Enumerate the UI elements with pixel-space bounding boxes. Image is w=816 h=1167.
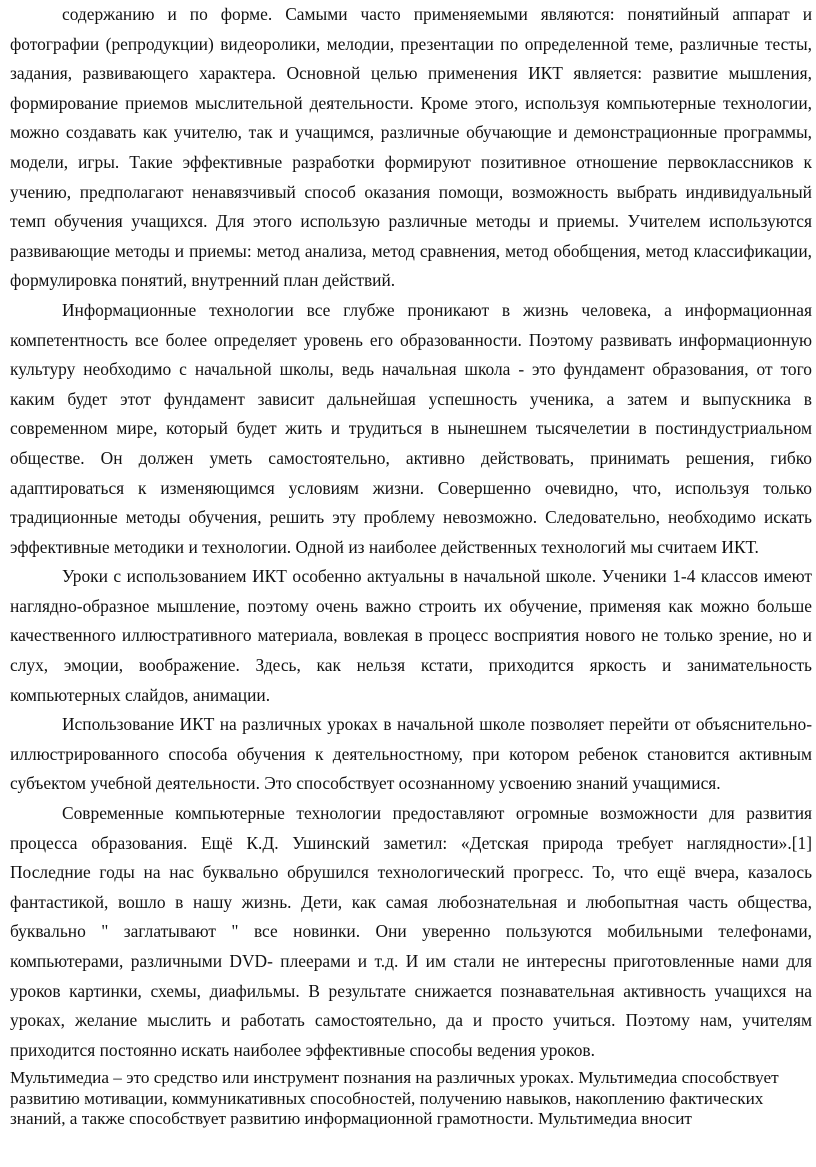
paragraph-5: Современные компьютерные технологии предоставляют огромные возможности для развития процесса образования. Ещё К.Д. Ушинский заметил: «Детская природа требует наглядности».[1] Последние годы на нас буквально обрушился технологический прогресс. То, что ещё вчера, казалось фантастикой, вошло в нашу жизнь. Дети, как самая любознательная и любопытная часть общества, буквально " заглатывают " все новинки. Они уверенно пользуются мобильными телефонами, компьютерами, различными DVD- плеерами и т.д. И им стали не интересны приготовленные нами для уроков картинки, схемы, диафильмы. В результате снижается познавательная активность учащихся на уроках, желание мыслить и работать самостоятельно, да и просто учиться. Поэтому нам, учителям приходится постоянно искать наиболее эффективные способы ведения уроков. bbox=[10, 803, 812, 1060]
paragraph-2: Информационные технологии все глубже проникают в жизнь человека, а информационная компетентность все более определяет уровень его образованности. Поэтому развивать информационную культуру необходимо с начальной школы, ведь начальная школа - это фундамент образования, от того каким будет этот фундамент зависит дальнейшая успешность ученика, а затем и выпускника в современном мире, который будет жить и трудиться в нынешнем тысячелетии в постиндустриальном обществе. Он должен уметь самостоятельно, активно действовать, принимать решения, гибко адаптироваться к изменяющимся условиям жизни. Совершенно очевидно, что, используя только традиционные методы обучения, решить эту проблему невозможно. Следовательно, необходимо искать эффективные методики и технологии. Одной из наиболее действенных технологий мы считаем ИКТ. bbox=[10, 299, 812, 557]
document-body bbox=[10, 0, 812, 1065]
paragraph-1: содержанию и по форме. Самыми часто применяемыми являются: понятийный аппарат и фотографии (репродукции) видеоролики, мелодии, презентации по определенной теме, различные тесты, задания, развивающего характера. Основной целью применения ИКТ является: развитие мышления, формирование приемов мыслительной деятельности. Кроме этого, используя компьютерные технологии, можно создавать как учителю, так и учащимся, различные обучающие и демонстрационные программы, модели, игры. Такие эффективные разработки формируют позитивное отношение первоклассников к учению, предполагают ненавязчивый способ оказания помощи, возможность выбрать индивидуальный темп обучения учащихся. Для этого использую различные методы и приемы. Учителем используются развивающие методы и приемы: метод анализа, метод сравнения, метод обобщения, метод классификации, формулировка понятий, внутренний план действий. bbox=[10, 4, 812, 291]
paragraph-4: Использование ИКТ на различных уроках в начальной школе позволяет перейти от объяснительно-иллюстрированного способа обучения к деятельностному, при котором ребенок становится активным субъектом учебной деятельности. Это способствует осознанному усвоению знаний учащимися. bbox=[10, 714, 812, 794]
paragraph-3: Уроки с использованием ИКТ особенно актуальны в начальной школе. Ученики 1-4 классов имеют наглядно-образное мышление, поэтому очень важно строить их обучение, применяя как можно больше качественного иллюстративного материала, вовлекая в процесс восприятия нового не только зрение, но и слух, эмоции, воображение. Здесь, как нельзя кстати, приходится яркость и занимательность компьютерных слайдов, анимации. bbox=[10, 566, 812, 705]
document-page bbox=[10, 0, 812, 1130]
paragraph-tail: Мультимедиа – это средство или инструмент познания на различных уроках. Мультимедиа способствует развитию мотивации, коммуникативных способностей, получению навыков, накоплению фактических знаний, а также способствует развитию информационной грамотности. Мультимедиа вносит bbox=[10, 1068, 779, 1129]
